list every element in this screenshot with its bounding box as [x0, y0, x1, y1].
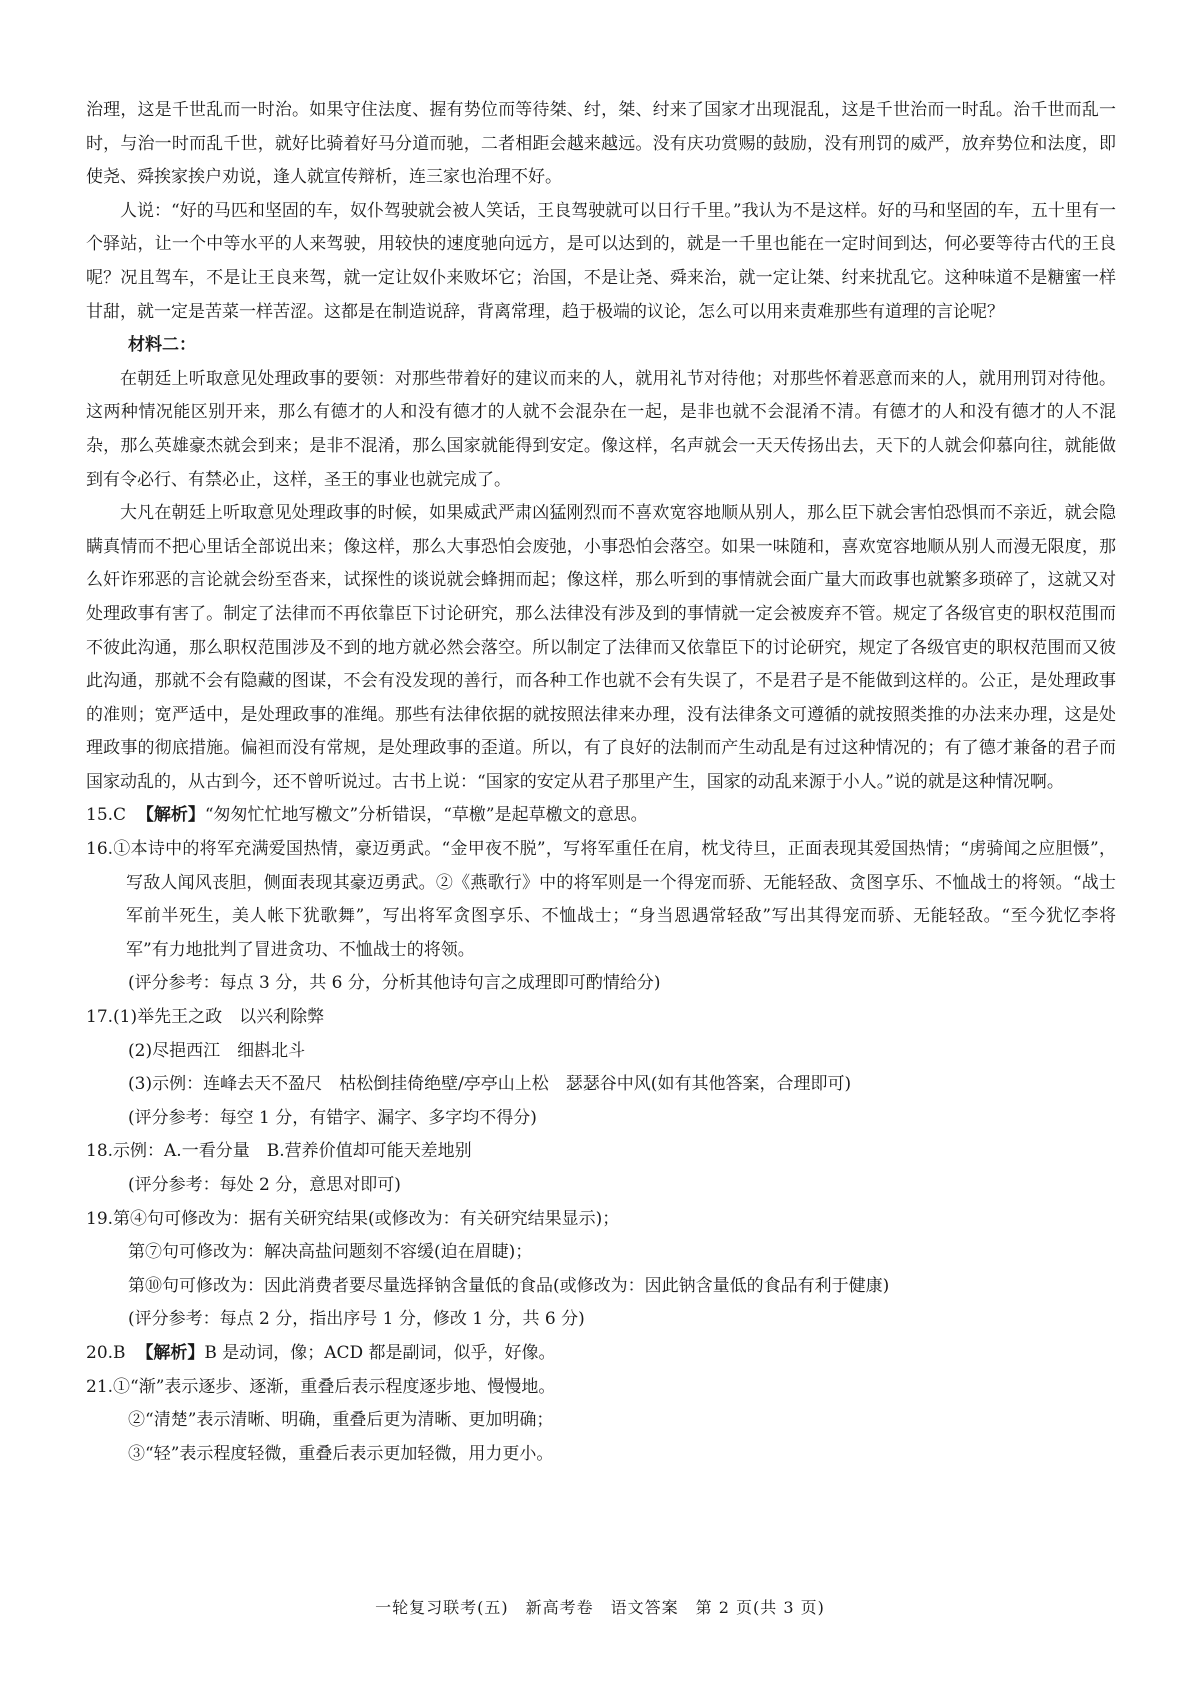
- answer-21-line-2: ②“清楚”表示清晰、明确，重叠后更为清晰、更加明确；: [128, 1410, 554, 1431]
- answer-15-analysis-tag: 【解析】: [136, 805, 205, 826]
- answer-15-text: “匆匆忙忙地写檄文”分析错误，“草檄”是起草檄文的意思。: [204, 805, 648, 826]
- page-footer: 一轮复习联考(五) 新高考卷 语文答案 第 2 页(共 3 页): [375, 1598, 825, 1617]
- material1-paragraph-2: 人说：“好的马匹和坚固的车，奴仆驾驶就会被人笑话，王良驾驶就可以日行千里。”我认为不是这样。好的马和坚固的车，五十里有一个驿站，让一个中等水平的人来驾驶，用较快的速度驰向远方，是可以达到的，就是一千里也能在一定时间到达，何必要等待古代的王良呢？况且驾车，不是让王良来驾，就一定让奴仆来败坏它；治国，不是让尧、舜来治，就一定让桀、纣来扰乱它。这种味道不是糖蜜一样甘甜，就一定是苦菜一样苦涩。这都是在制造说辞，背离常理，趋于极端的议论，怎么可以用来责难那些有道理的言论呢？: [86, 200, 1116, 322]
- answer-16-scoring: (评分参考：每点 3 分，共 6 分，分析其他诗句言之成理即可酌情给分): [128, 973, 661, 994]
- answer-17-line-3: (3)示例：连峰去天不盈尺 枯松倒挂倚绝壁/亭亭山上松 瑟瑟谷中风(如有其他答案，合理即可): [128, 1074, 852, 1095]
- answer-19-line-1: 19.第④句可修改为：据有关研究结果(或修改为：有关研究结果显示)；: [86, 1208, 620, 1229]
- answer-17-line-2: (2)尽挹西江 细斟北斗: [128, 1040, 306, 1061]
- answer-21-line-1: 21.①“渐”表示逐步、逐渐，重叠后表示程度逐步地、慢慢地。: [86, 1376, 556, 1397]
- answer-20: [86, 1337, 1116, 1371]
- answer-20-analysis-tag: 【解析】: [136, 1342, 205, 1363]
- material2-paragraph-2: 大凡在朝廷上听取意见处理政事的时候，如果威武严肃凶猛刚烈而不喜欢宽容地顺从别人，那么臣下就会害怕恐惧而不亲近，就会隐瞒真情而不把心里话全部说出来；像这样，那么大事恐怕会废弛，小事恐怕会落空。如果一味随和，喜欢宽容地顺从别人而漫无限度，那么奸诈邪恶的言论就会纷至沓来，试探性的谈说就会蜂拥而起；像这样，那么听到的事情就会面广量大而政事也就繁多琐碎了，这就又对处理政事有害了。制定了法律而不再依靠臣下讨论研究，那么法律没有涉及到的事情就一定会被废弃不管。规定了各级官吏的职权范围而不彼此沟通，那么职权范围涉及不到的地方就必然会落空。所以制定了法律而又依靠臣下的讨论研究，规定了各级官吏的职权范围而又彼此沟通，那就不会有隐藏的图谋，不会有没发现的善行，而各种工作也就不会有失误了，不是君子是不能做到这样的。公正，是处理政事的准则；宽严适中，是处理政事的准绳。那些有法律依据的就按照法律来办理，没有法律条文可遵循的就按照类推的办法来办理，这是处理政事的彻底措施。偏袒而没有常规，是处理政事的歪道。所以，有了良好的法制而产生动乱是有过这种情况的；有了德才兼备的君子而国家动乱的，从古到今，还不曾听说过。古书上说：“国家的安定从君子那里产生，国家的动乱来源于小人。”说的就是这种情况啊。: [86, 503, 1116, 792]
- answer-18-scoring: (评分参考：每处 2 分，意思对即可): [128, 1175, 401, 1195]
- answer-15-number: 15.C: [86, 805, 127, 826]
- material2-label: 材料二：: [128, 335, 196, 356]
- answer-19-line-3: 第⑩句可修改为：因此消费者要尽量选择钠含量低的食品(或修改为：因此钠含量低的食品有利于健康): [128, 1275, 890, 1296]
- answer-16: 16.①本诗中的将军充满爱国热情，豪迈勇武。“金甲夜不脱”，写将军重任在肩，枕戈待旦，正面表现其爱国热情；“虏骑闻之应胆慑”，写敌人闻风丧胆，侧面表现其豪迈勇武。②《燕歌行》中的将军则是一个得宠而骄、无能轻敌、贪图享乐、不恤战士的将领。“战士军前半死生，美人帐下犹歌舞”，写出将军贪图享乐、不恤战士；“身当恩遇常轻敌”写出其得宠而骄、无能轻敌。“至今犹忆李将军”有力地批判了冒进贪功、不恤战士的将领。: [86, 839, 1116, 960]
- material2-paragraph-1: 在朝廷上听取意见处理政事的要领：对那些带着好的建议而来的人，就用礼节对待他；对那些怀着恶意而来的人，就用刑罚对待他。这两种情况能区别开来，那么有德才的人和没有德才的人就不会混杂在一起，是非也就不会混淆不清。有德才的人和没有德才的人不混杂，那么英雄豪杰就会到来；是非不混淆，那么国家就能得到安定。像这样，名声就会一天天传扬出去，天下的人就会仰慕向往，就能做到有令必行、有禁必止，这样，圣王的事业也就完成了。: [86, 368, 1116, 490]
- answer-20-number: 20.B: [86, 1342, 126, 1363]
- answer-21-line-3: ③“轻”表示程度轻微，重叠后表示更加轻微，用力更小。: [128, 1443, 554, 1464]
- answer-17-scoring: (评分参考：每空 1 分，有错字、漏字、多字均不得分): [128, 1107, 537, 1128]
- page-content: [86, 94, 1116, 1471]
- material1-paragraph-1: 治理，这是千世乱而一时治。如果守住法度、握有势位而等待桀、纣，桀、纣来了国家才出现混乱，这是千世治而一时乱。治千世而乱一时，与治一时而乱千世，就好比骑着好马分道而驰，二者相距会越来越远。没有庆功赏赐的鼓励，没有刑罚的威严，放弃势位和法度，即使尧、舜挨家挨户劝说，逢人就宣传辩析，连三家也治理不好。: [86, 100, 1116, 188]
- answer-20-text: B 是动词，像；ACD 都是副词，似乎，好像。: [204, 1342, 556, 1363]
- answer-17-line-1: 17.(1)举先王之政 以兴利除弊: [86, 1007, 325, 1028]
- answer-19-line-2: 第⑦句可修改为：解决高盐问题刻不容缓(迫在眉睫)；: [128, 1242, 533, 1263]
- answer-19-scoring: (评分参考：每点 2 分，指出序号 1 分，修改 1 分，共 6 分): [128, 1309, 585, 1330]
- answer-15: [86, 799, 1116, 833]
- answer-18-line-1: 18.示例：A.一看分量 B.营养价值却可能天差地别: [86, 1141, 472, 1162]
